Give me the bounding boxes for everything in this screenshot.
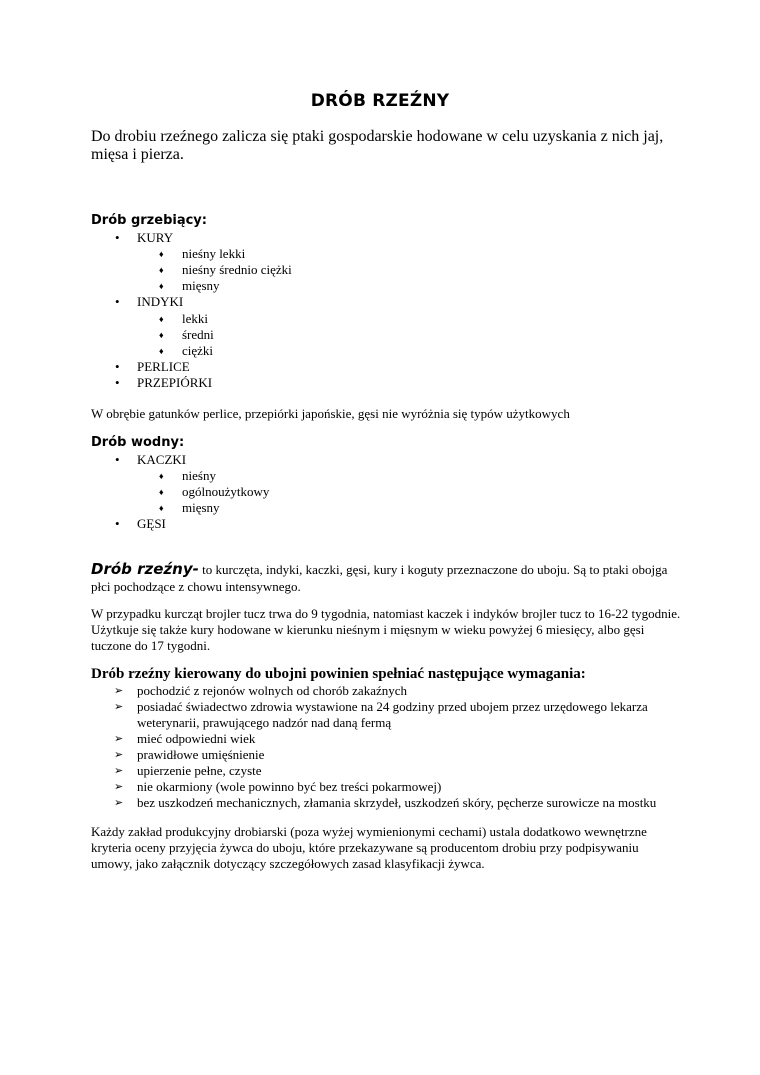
arrow-bullet-icon: ➢ xyxy=(114,780,124,793)
arrow-bullet-icon: ➢ xyxy=(114,684,124,697)
page-title: DRÓB RZEŹNY xyxy=(310,91,450,111)
requirement-item: bez uszkodzeń mechanicznych, złamania skrzydeł, uszkodzeń skóry, pęcherze surowicze na mostku xyxy=(137,795,657,810)
sub-list-item: średni xyxy=(182,327,214,342)
sub-list-item: lekki xyxy=(182,311,208,326)
arrow-bullet-icon: ➢ xyxy=(114,732,124,745)
requirement-item: mieć odpowiedni wiek xyxy=(137,731,256,746)
diamond-bullet-icon: ♦ xyxy=(159,265,164,275)
diamond-bullet-icon: ♦ xyxy=(159,487,164,497)
arrow-bullet-icon: ➢ xyxy=(114,796,124,809)
definition-paragraph xyxy=(91,561,681,595)
sub-list-item: ogólnoużytkowy xyxy=(182,484,270,499)
intro-paragraph: Do drobiu rzeźnego zalicza się ptaki gospodarskie hodowane w celu uzyskania z nich jaj, mięsa i pierza. xyxy=(91,128,664,163)
sub-list-item: nieśny lekki xyxy=(182,246,246,261)
sub-list-item: nieśny średnio ciężki xyxy=(182,262,292,277)
list-item-perlice: PERLICE xyxy=(137,359,190,374)
diamond-bullet-icon: ♦ xyxy=(159,281,164,291)
closing-paragraph: Każdy zakład produkcyjny drobiarski (poza wyżej wymienionymi cechami) ustala dodatkowo wewnętrzne kryteria oceny przyjęcia żywca do uboju, które przekazywane są producentom drobiu przy podpisywaniu umowy, jako załącznik dotyczący szczegółowych zasad klasyfikacji żywca. xyxy=(91,824,647,871)
diamond-bullet-icon: ♦ xyxy=(159,503,164,513)
arrow-bullet-icon: ➢ xyxy=(114,748,124,761)
brojler-paragraph: W przypadku kurcząt brojler tucz trwa do 9 tygodnia, natomiast kaczek i indyków brojler tucz to 16-22 tygodnie. Użytkuje się także kury hodowane w kierunku nieśnym i mięsnym w wieku powyżej 6 miesięcy, albo gęsi tuczone do 17 tygodni. xyxy=(91,606,681,653)
definition-term: Drób rzeźny- xyxy=(91,560,199,578)
bullet-icon: • xyxy=(115,359,120,374)
sub-list-item: mięsny xyxy=(182,278,220,293)
requirement-item: posiadać świadectwo zdrowia wystawione na 24 godziny przed ubojem przez urzędowego lekarza weterynarii, prawującego nadzór nad daną fermą xyxy=(137,699,648,730)
sub-list-item: nieśny xyxy=(182,468,216,483)
sub-list-item: mięsny xyxy=(182,500,220,515)
requirement-item: pochodzić z rejonów wolnych od chorób zakaźnych xyxy=(137,683,408,698)
diamond-bullet-icon: ♦ xyxy=(159,471,164,481)
list-item-przepiorki: PRZEPIÓRKI xyxy=(137,375,213,390)
requirement-item: prawidłowe umięśnienie xyxy=(137,747,265,762)
section-heading-wodny: Drób wodny: xyxy=(91,435,185,450)
diamond-bullet-icon: ♦ xyxy=(159,346,164,356)
requirement-item: nie okarmiony (wole powinno być bez treści pokarmowej) xyxy=(137,779,442,794)
requirements-heading: Drób rzeźny kierowany do ubojni powinien spełniać następujące wymagania: xyxy=(91,666,586,682)
requirement-item: upierzenie pełne, czyste xyxy=(137,763,262,778)
diamond-bullet-icon: ♦ xyxy=(159,249,164,259)
arrow-bullet-icon: ➢ xyxy=(114,764,124,777)
definition-text: to kurczęta, indyki, kaczki, gęsi, kury i koguty przeznaczone do uboju. Są to ptaki obojga płci pochodzące z chowu intensywnego. xyxy=(91,562,668,594)
list-item-indyki: INDYKI xyxy=(137,294,184,309)
sub-list-item: ciężki xyxy=(182,343,214,358)
bullet-icon: • xyxy=(115,230,120,245)
bullet-icon: • xyxy=(115,452,120,467)
diamond-bullet-icon: ♦ xyxy=(159,330,164,340)
note-paragraph: W obrębie gatunków perlice, przepiórki japońskie, gęsi nie wyróżnia się typów użytkowych xyxy=(91,406,570,421)
arrow-bullet-icon: ➢ xyxy=(114,700,124,713)
section-heading-grzebiacy: Drób grzebiący: xyxy=(91,213,207,228)
list-item-kury: KURY xyxy=(137,230,174,245)
bullet-icon: • xyxy=(115,375,120,390)
diamond-bullet-icon: ♦ xyxy=(159,314,164,324)
bullet-icon: • xyxy=(115,516,120,531)
bullet-icon: • xyxy=(115,294,120,309)
list-item-kaczki: KACZKI xyxy=(137,452,187,467)
list-item-gesi: GĘSI xyxy=(137,516,166,531)
